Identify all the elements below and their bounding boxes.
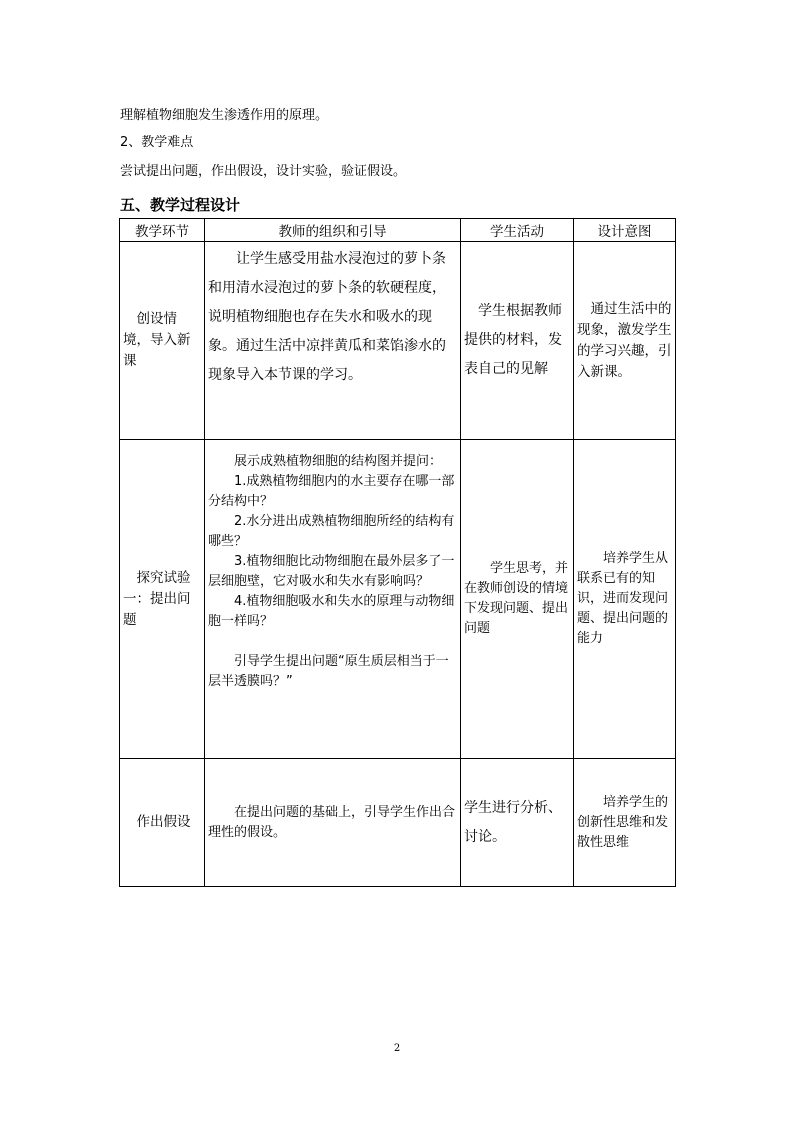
table-header-row xyxy=(120,219,676,242)
stage-cell: 创设情境，导入新课 xyxy=(123,311,191,369)
intent-cell: 培养学生的创新性思维和发散性思维 xyxy=(577,794,669,850)
header-stage: 教学环节 xyxy=(120,219,205,242)
teacher-guide: 引导学生提出问题“原生质层相当于一层半透膜吗？” xyxy=(208,654,449,689)
teacher-intro: 展示成熟植物细胞的结构图并提问： xyxy=(234,454,443,469)
teacher-question-1: 1.成熟植物细胞内的水主要存在哪一部分结构中？ xyxy=(208,474,455,509)
student-cell: 学生思考，并在教师创设的情境下发现问题、提出问题 xyxy=(464,561,569,636)
teacher-question-3: 3.植物细胞比动物细胞在最外层多了一层细胞壁，它对吸水和失水有影响吗？ xyxy=(208,554,455,589)
intent-cell: 培养学生从联系已有的知识，进而发现问题、提出问题的能力 xyxy=(577,551,669,646)
intro-line-difficulty-content: 尝试提出问题，作出假设，设计实验，验证假设。 xyxy=(120,164,407,179)
intent-cell: 通过生活中的现象，激发学生的学习兴趣，引入新课。 xyxy=(577,300,672,380)
teacher-question-2: 2.水分进出成熟植物细胞所经的结构有哪些？ xyxy=(208,514,455,549)
student-cell: 学生进行分析、讨论。 xyxy=(464,799,562,845)
header-intent: 设计意图 xyxy=(574,219,676,242)
teacher-question-4: 4.植物细胞吸水和失水的原理与动物细胞一样吗？ xyxy=(208,594,455,629)
stage-cell: 探究试验一：提出问题 xyxy=(123,569,191,628)
teacher-cell: 让学生感受用盐水浸泡过的萝卜条和用清水浸泡过的萝卜条的软硬程度，说明植物细胞也存在失水和吸水的现象。通过生活中凉拌黄瓜和菜馅渗水的现象导入本节课的学习。 xyxy=(208,251,446,383)
stage-cell: 作出假设 xyxy=(136,814,191,830)
student-cell: 学生根据教师提供的材料，发表自己的见解 xyxy=(464,303,562,377)
teacher-cell xyxy=(205,440,460,694)
page-number: 2 xyxy=(393,1043,401,1054)
table-row xyxy=(120,440,676,759)
teacher-cell: 在提出问题的基础上，引导学生作出合理性的假设。 xyxy=(208,804,456,840)
teaching-process-table xyxy=(119,218,676,887)
header-teacher: 教师的组织和引导 xyxy=(205,219,461,242)
intro-line-difficulty-title: 2、教学难点 xyxy=(120,135,194,150)
header-student: 学生活动 xyxy=(461,219,574,242)
section-heading: 五、教学过程设计 xyxy=(120,196,241,214)
intro-line-principle: 理解植物细胞发生渗透作用的原理。 xyxy=(120,108,329,123)
table-row xyxy=(120,759,676,887)
table-row xyxy=(120,242,676,440)
